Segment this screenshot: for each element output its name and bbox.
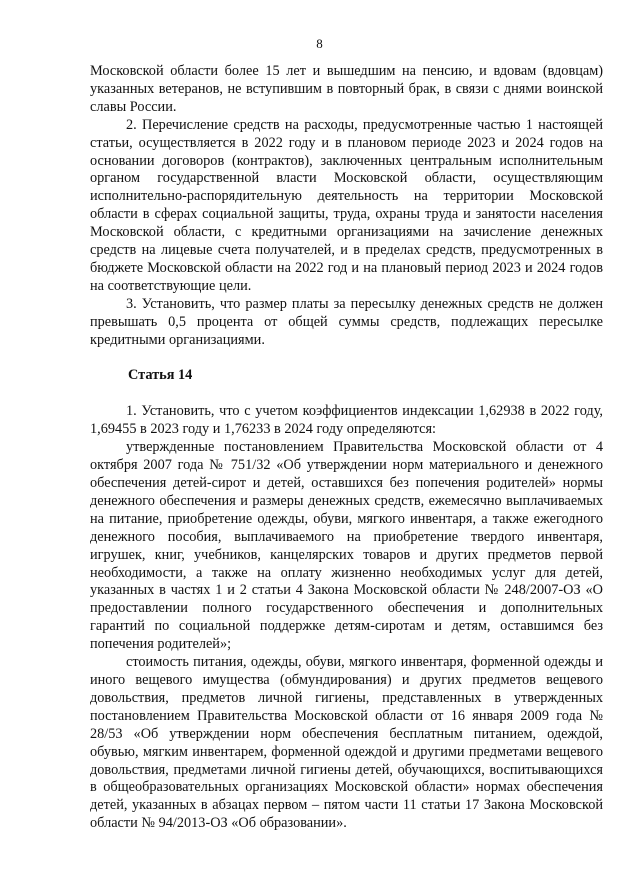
spacer — [90, 384, 603, 403]
paragraph-continuation: Московской области более 15 лет и вышедшим на пенсию, и вдовам (вдовцам) указанных ветеранов, не вступившим в повторный брак, в связи с днями воинской славы России. — [90, 63, 603, 115]
paragraph-article-clause-1: 1. Установить, что с учетом коэффициентов индексации 1,62938 в 2022 году, 1,69455 в 2023 году и 1,76233 в 2024 году определяются: — [90, 403, 603, 438]
paragraph-clause-2: 2. Перечисление средств на расходы, предусмотренные частью 1 настоящей статьи, осуществляется в 2022 году и в плановом периоде 2023 и 2024 годов на основании договоров (контрактов), заключенных центральным исполнительным органом государственной власти Московской области, осуществляющим исполнительно-распорядительную деятельность на территории Московской области в сферах социальной защиты, труда, охраны труда и занятости населения Московской области, с кредитными организациями на зачисление денежных средств на лицевые счета получателей, и в пределах средств, предусмотренных в бюджете Московской области на 2022 год и на плановый период 2023 и 2024 годов на соответствующие цели. — [90, 116, 603, 294]
document-body — [90, 63, 603, 833]
paragraph-article-item-2: стоимость питания, одежды, обуви, мягкого инвентаря, форменной одежды и иного вещевого имущества (обмундирования) и других предметов вещевого довольствия, предметов личной гигиены, представленных в утвержденных постановлением Правительства Московской области от 16 января 2009 года № 28/53 «Об утверждении норм обеспечения бесплатным питанием, одеждой, обувью, мягким инвентарем, форменной одеждой и другими предметами вещевого довольствия, предметами личной гигиены детей, обучающихся, воспитывающихся в общеобразовательных организациях Московской области» нормах обеспечения детей, указанных в абзацах первом – пятом части 11 статьи 17 Закона Московской области № 94/2013-ОЗ «Об образовании». — [90, 654, 603, 832]
page-number: 8 — [316, 36, 323, 51]
article-heading: Статья 14 — [128, 366, 193, 383]
paragraph-article-item-1: утвержденные постановлением Правительства Московской области от 4 октября 2007 года № 751/32 «Об утверждении норм материального и денежного обеспечения детей-сирот и детей, оставшихся без попечения родителей» нормы денежного обеспечения и размеры денежных средств, ежемесячно выплачиваемых на питание, приобретение одежды, обуви, мягкого инвентаря, а также ежегодного денежного пособия, выплачиваемого на приобретение твердого инвентаря, игрушек, книг, учебников, канцелярских товаров и других предметов первой необходимости, а также на оплату жизненно необходимых услуг для детей, указанных в частях 1 и 2 статьи 4 Закона Московской области № 248/2007-ОЗ «О предоставлении полного государственного обеспечения и дополнительных гарантий по социальной поддержке детям-сиротам и детям, оставшимся без попечения родителей»; — [90, 439, 603, 653]
spacer — [90, 350, 603, 367]
paragraph-clause-3: 3. Установить, что размер платы за пересылку денежных средств не должен превышать 0,5 процента от общей суммы средств, подлежащих пересылке кредитными организациями. — [90, 295, 603, 348]
